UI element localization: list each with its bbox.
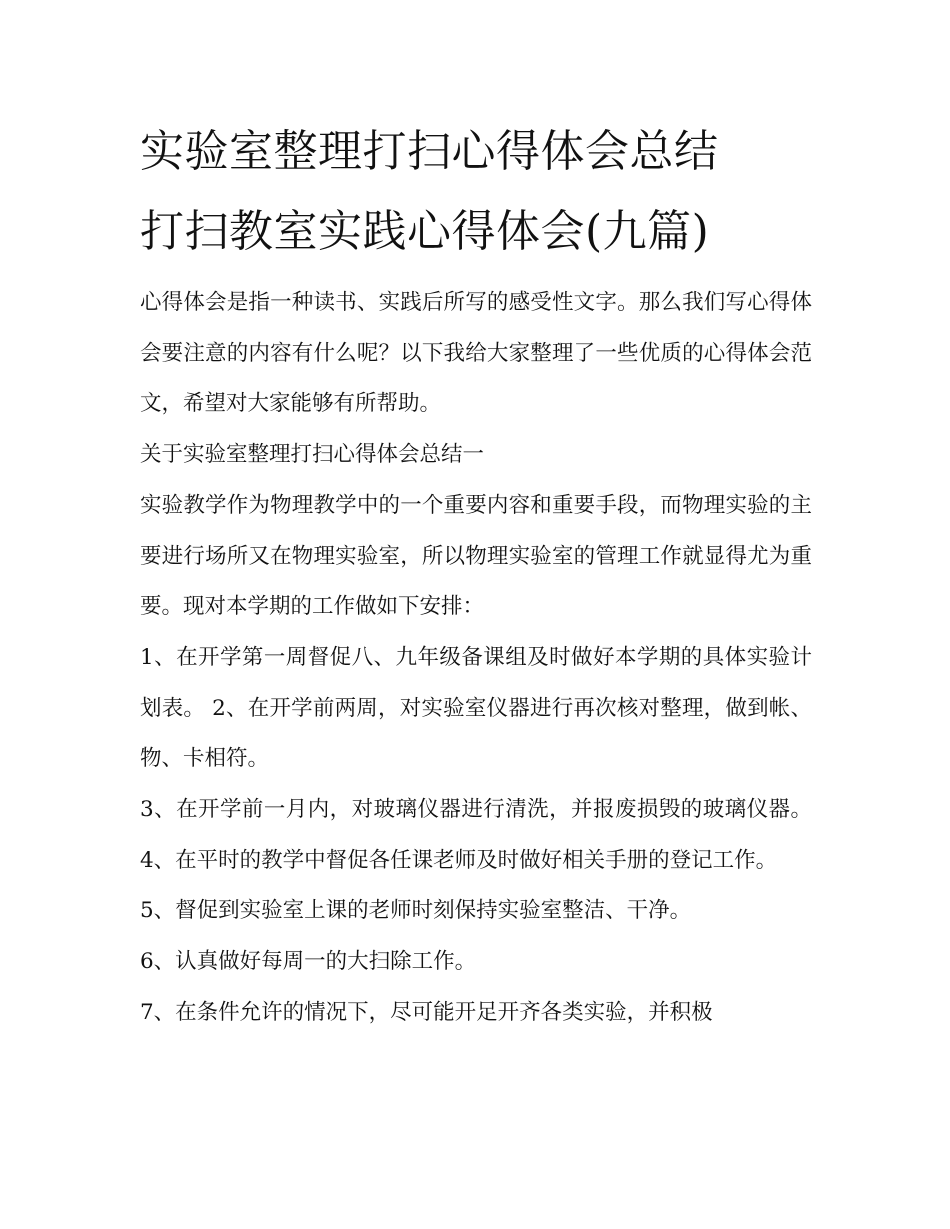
- title-line-2: 打扫教室实践心得体会(九篇): [140, 206, 710, 257]
- body-paragraph: 实验教学作为物理教学中的一个重要内容和重要手段，而物理实验的主要进行场所又在物理实验室，所以物理实验室的管理工作就显得尤为重要。现对本学期的工作做如下安排：: [140, 492, 812, 620]
- section-heading: 关于实验室整理打扫心得体会总结一: [140, 442, 485, 468]
- title-line-1: 实验室整理打扫心得体会总结: [140, 126, 719, 177]
- intro-paragraph: 心得体会是指一种读书、实践后所写的感受性文字。那么我们写心得体会要注意的内容有什么呢？以下我给大家整理了一些优质的心得体会范文，希望对大家能够有所帮助。: [140, 290, 812, 417]
- list-item-1-2: 1、在开学第一周督促八、九年级备课组及时做好本学期的具体实验计划表。 2、在开学前两周，对实验室仪器进行再次核对整理，做到帐、物、卡相符。: [140, 644, 812, 772]
- document-title: [140, 112, 812, 272]
- list-item-5: 5、督促到实验室上课的老师时刻保持实验室整洁、干净。: [140, 898, 692, 924]
- document-page: [140, 112, 812, 1039]
- list-item-3-4: 3、在开学前一月内，对玻璃仪器进行清洗，并报废损毁的玻璃仪器。 4、在平时的教学中督促各任课老师及时做好相关手册的登记工作。: [140, 797, 812, 873]
- document-body: [140, 278, 812, 1039]
- list-item-7: 7、在条件允许的情况下，尽可能开足开齐各类实验，并积极: [140, 999, 713, 1025]
- list-item-6: 6、认真做好每周一的大扫除工作。: [140, 949, 477, 975]
